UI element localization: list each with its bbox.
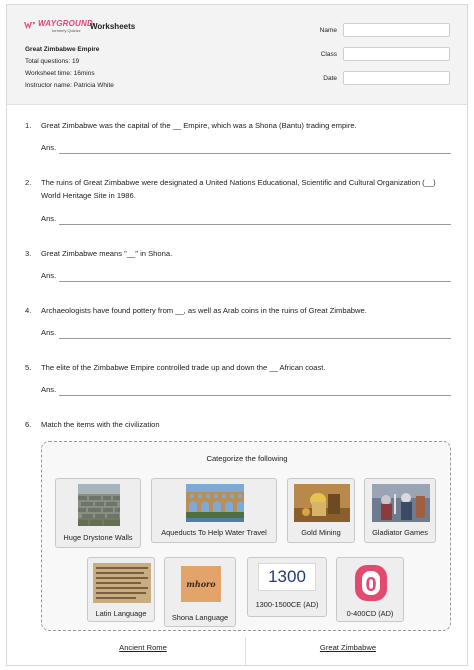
answer-label: Ans. [41,328,57,337]
question-text: Match the items with the civilization [41,420,160,429]
name-field[interactable] [343,23,450,37]
worksheet-meta [25,44,114,92]
question-text: Great Zimbabwe means "__" in Shona. [41,249,173,258]
answer-line[interactable] [59,281,451,282]
question-number: 5. [25,363,32,372]
item-label: Gold Mining [301,528,341,537]
latin-inscription-image [93,563,151,603]
number-zero-image [352,563,390,603]
wayground-logo-icon [24,21,35,30]
aqueduct-image [186,484,244,522]
answer-label: Ans. [41,271,57,280]
categorize-title: Categorize the following [206,454,288,463]
question-number: 6. [25,420,32,429]
answer-line[interactable] [59,395,451,396]
brand-logo [24,19,93,33]
brand-subtitle: formerly Quizizz [52,28,81,33]
question-text: The ruins of Great Zimbabwe were designated a United Nations Educational, Scientific and Cultural Organization (__) World Heritage Site in 1986. [41,178,436,200]
date-label: Date [323,75,337,82]
item-card-gladiator-games[interactable] [364,478,436,543]
item-label: Aqueducts To Help Water Travel [161,528,267,537]
brand-name: WAYGROUND [38,19,93,28]
worksheet-page [6,4,468,666]
item-card-latin-language[interactable] [87,557,155,622]
answer-line[interactable] [59,338,451,339]
name-label: Name [319,27,337,34]
class-label: Class [320,51,337,58]
question-number: 3. [25,249,32,258]
bucket-ancient-rome[interactable]: Ancient Rome [119,643,167,652]
answer-line[interactable] [59,153,451,154]
item-card-aqueducts[interactable] [151,478,277,543]
question-text: Archaeologists have found pottery from __, as well as Arab coins in the ruins of Great Zimbabwe. [41,306,367,315]
shona-greeting-image [181,566,221,602]
instructor-name: Instructor name: Patricia White [25,82,114,89]
item-card-shona-language[interactable] [164,557,236,627]
answer-line[interactable] [59,224,451,225]
item-label: Gladiator Games [372,528,428,537]
question-number: 1. [25,121,32,130]
answer-label: Ans. [41,214,57,223]
shona-word: mhoro [186,579,216,589]
zero-glyph: 0 [365,574,377,596]
item-card-0-400cd[interactable] [336,557,404,622]
categorize-box [41,441,451,631]
drystone-wall-image [78,484,120,526]
year-1300-image [258,563,316,591]
gold-mining-image [294,484,350,522]
answer-label: Ans. [41,143,57,152]
bucket-great-zimbabwe[interactable]: Great Zimbabwe [319,643,377,652]
item-label: Huge Drystone Walls [63,533,133,542]
question-number: 2. [25,178,32,187]
answer-label: Ans. [41,385,57,394]
class-field[interactable] [343,47,450,61]
section-title: Worksheets [90,22,136,31]
item-label: Latin Language [95,609,147,618]
total-questions: Total questions: 19 [25,58,80,65]
item-label: Shona Language [171,613,229,622]
question-text: Great Zimbabwe was the capital of the __ Empire, which was a Shona (Bantu) trading empire. [41,121,357,130]
worksheet-header [7,5,467,105]
question-text: The elite of the Zimbabwe Empire controlled trade up and down the __ African coast. [41,363,326,372]
item-card-1300-1500ce[interactable] [247,557,327,617]
item-card-gold-mining[interactable] [287,478,355,543]
item-label: 0-400CD (AD) [346,609,394,618]
year-1300-text: 1300 [268,567,306,586]
date-field[interactable] [343,71,450,85]
worksheet-time: Worksheet time: 16mins [25,70,95,77]
item-label: 1300-1500CE (AD) [255,600,319,609]
gladiator-image [372,484,430,522]
item-card-drystone-walls[interactable] [55,478,141,548]
worksheet-title: Great Zimbabwe Empire [25,46,100,53]
question-number: 4. [25,306,32,315]
